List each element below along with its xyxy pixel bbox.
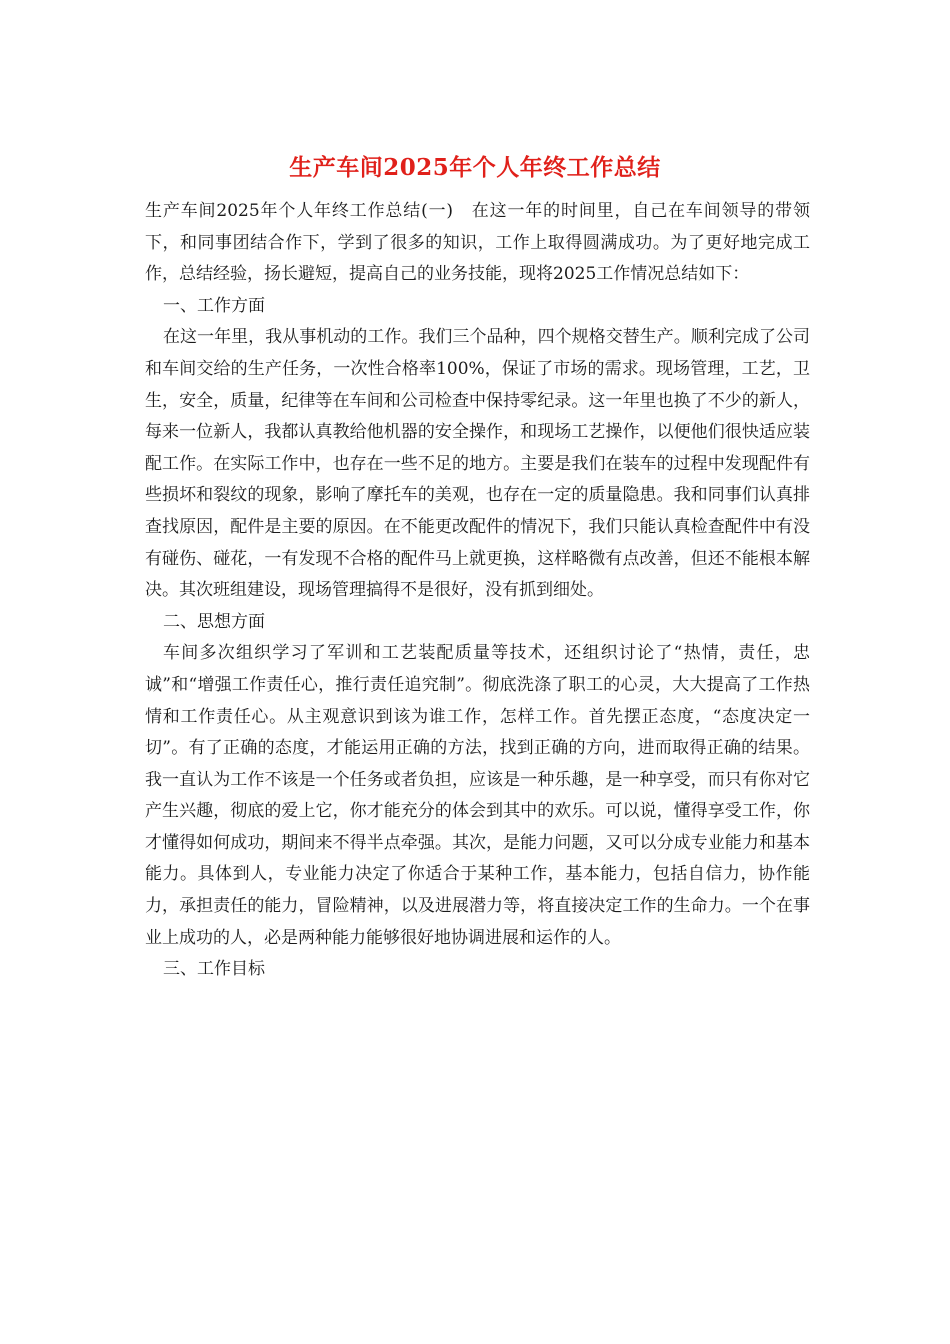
document-body xyxy=(145,196,810,986)
work-paragraph: 在这一年里，我从事机动的工作。我们三个品种，四个规格交替生产。顺利完成了公司和车间交给的生产任务，一次性合格率100%，保证了市场的需求。现场管理，工艺，卫生，安全，质量，纪律等在车间和公司检查中保持零纪录。这一年里也换了不少的新人，每来一位新人，我都认真教给他机器的安全操作，和现场工艺操作，以便他们很快适应装配工作。在实际工作中，也存在一些不足的地方。主要是我们在装车的过程中发现配件有些损坏和裂纹的现象，影响了摩托车的美观，也存在一定的质量隐患。我和同事们认真排查找原因，配件是主要的原因。在不能更改配件的情况下，我们只能认真检查配件中有没有碰伤、碰花，一有发现不合格的配件马上就更换，这样略微有点改善，但还不能根本解决。其次班组建设，现场管理搞得不是很好，没有抓到细处。 xyxy=(145,327,810,601)
document-title: 生产车间2025年个人年终工作总结 xyxy=(289,154,661,181)
section-heading-work: 一、工作方面 xyxy=(163,295,265,316)
thought-paragraph: 车间多次组织学习了军训和工艺装配质量等技术，还组织讨论了“热情，责任，忠诚”和“增强工作责任心，推行责任追究制”。彻底洗涤了职工的心灵，大大提高了工作热情和工作责任心。从主观意识到该为谁工作，怎样工作。首先摆正态度，“态度决定一切”。有了正确的态度，才能运用正确的方法，找到正确的方向，进而取得正确的结果。我一直认为工作不该是一个任务或者负担，应该是一种乐趣，是一种享受，而只有你对它产生兴趣，彻底的爱上它，你才能充分的体会到其中的欢乐。可以说，懂得享受工作，你才懂得如何成功，期间来不得半点牵强。其次，是能力问题，又可以分成专业能力和基本能力。具体到人，专业能力决定了你适合于某种工作，基本能力，包括自信力，协作能力，承担责任的能力，冒险精神，以及进展潜力等，将直接决定工作的生命力。一个在事业上成功的人，必是两种能力能够很好地协调进展和运作的人。 xyxy=(145,643,810,948)
section-heading-goal: 三、工作目标 xyxy=(163,959,265,980)
intro-paragraph: 生产车间2025年个人年终工作总结(一) 在这一年的时间里，自己在车间领导的带领下，和同事团结合作下，学到了很多的知识，工作上取得圆满成功。为了更好地完成工作，总结经验，扬长避短，提高自己的业务技能，现将2025工作情况总结如下： xyxy=(145,201,810,285)
section-heading-thought: 二、思想方面 xyxy=(163,611,265,632)
